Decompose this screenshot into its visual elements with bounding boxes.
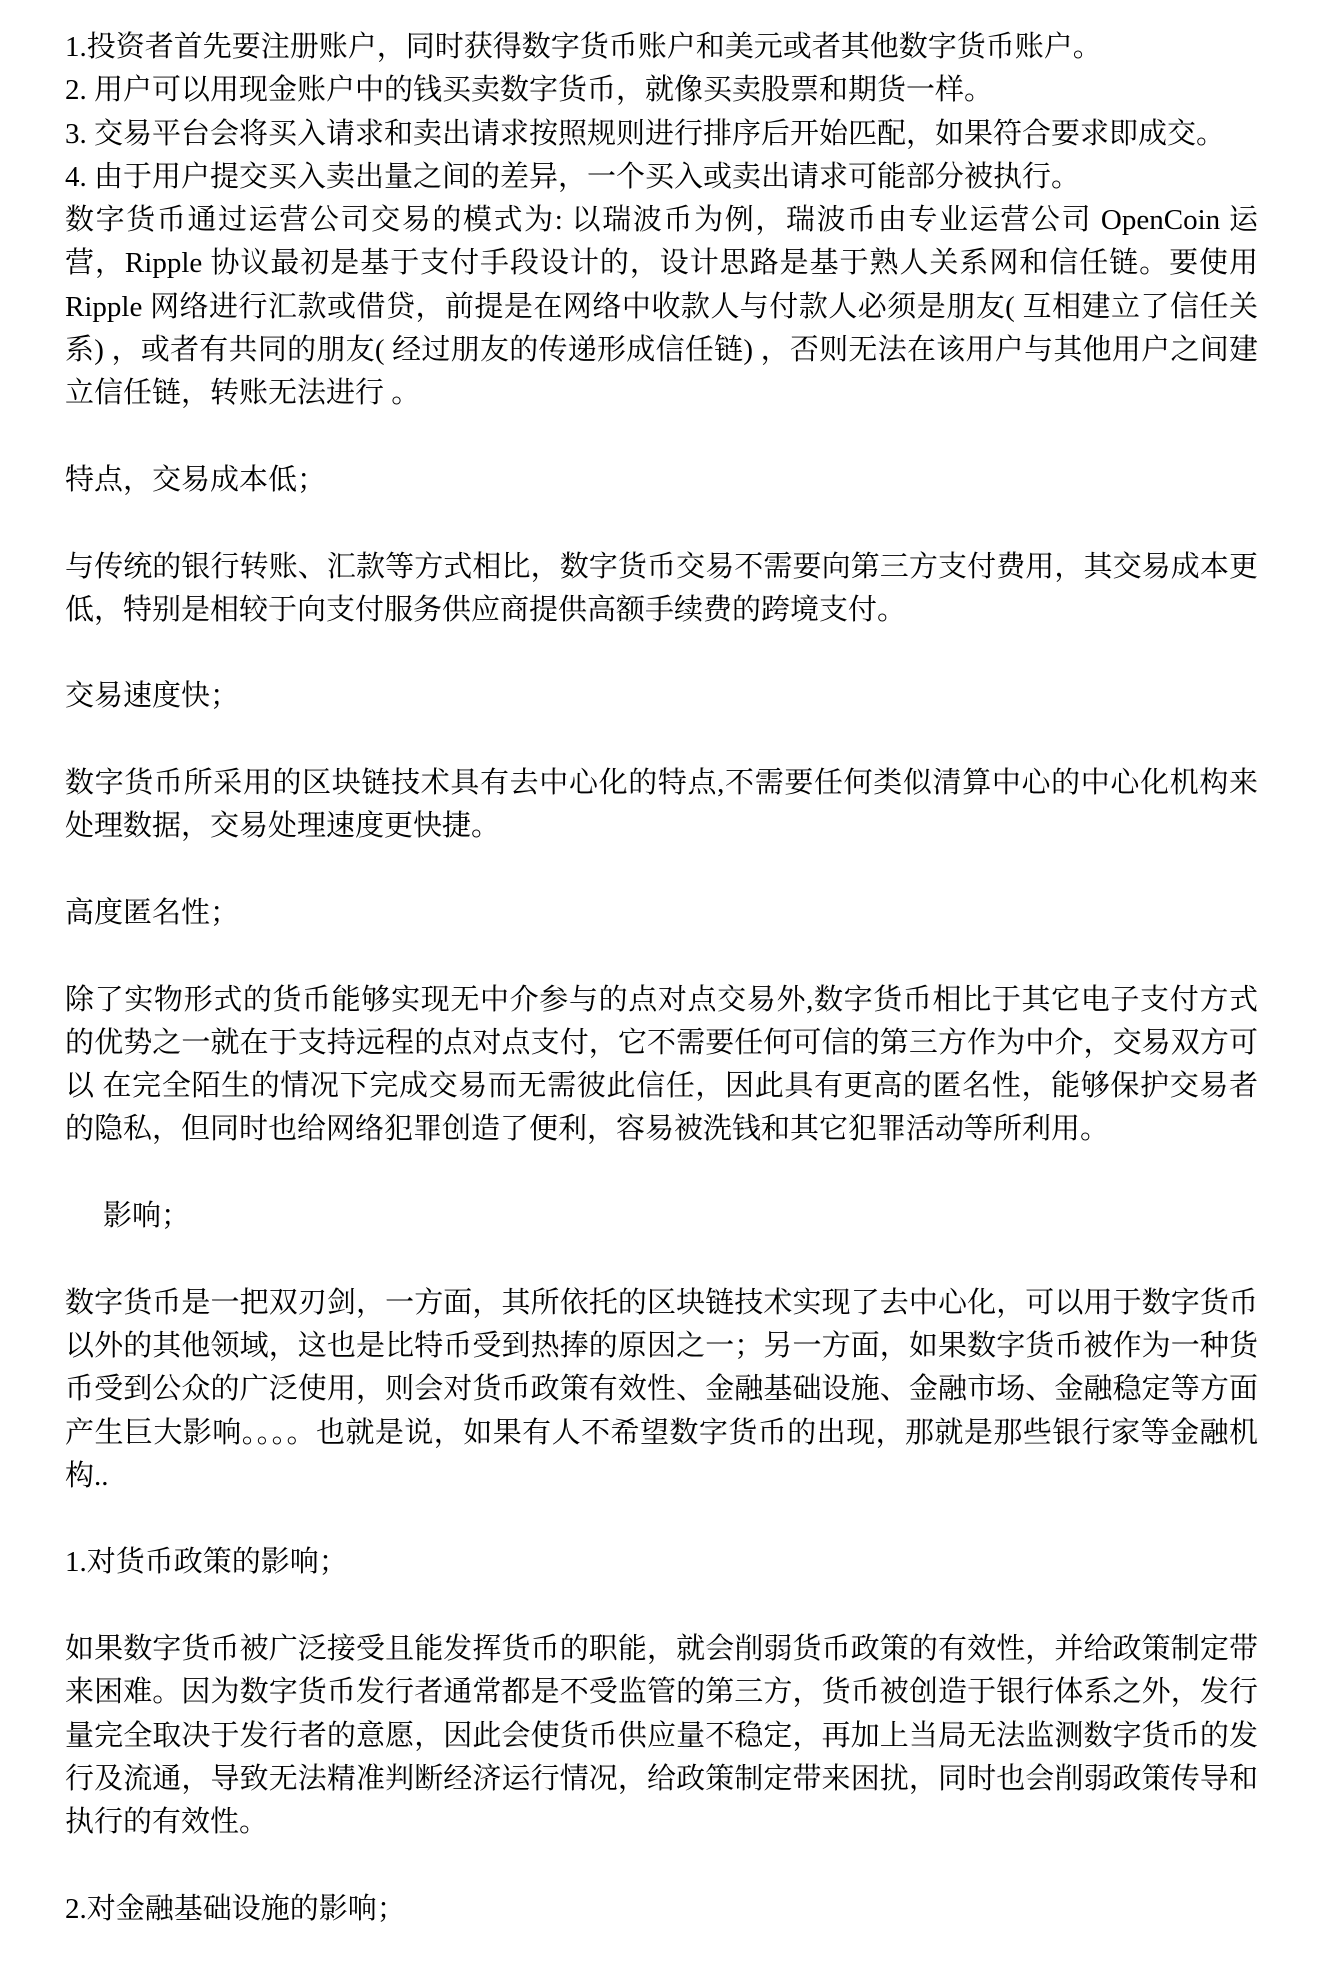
blank-line	[65, 1844, 1258, 1887]
paragraph: 交易速度快；	[65, 680, 240, 713]
paragraph: 2. 用户可以用现金账户中的钱买卖数字货币，就像买卖股票和期货一样。	[65, 74, 994, 107]
paragraph: 数字货币是一把双刃剑，一方面，其所依托的区块链技术实现了去中心化，可以用于数字货币以外的其他领域，这也是比特币受到热捧的原因之一；另一方面，如果数字货币被作为一种货币受到公众的广泛使用，则会对货币政策有效性、金融基础设施、金融市场、金融稳定等方面产生巨大影响。。。。也就是说，如果有人不希望数字货币的出现，那就是那些银行家等金融机构..	[65, 1286, 1258, 1492]
paragraph: 与传统的银行转账、汇款等方式相比，数字货币交易不需要向第三方支付费用，其交易成本更低，特别是相较于向支付服务供应商提供高额手续费的跨境支付。	[65, 550, 1258, 626]
paragraph: 如果数字货币被广泛接受且能发挥货币的职能，就会削弱货币政策的有效性，并给政策制定带来困难。因为数字货币发行者通常都是不受监管的第三方，货币被创造于银行体系之外，发行量完全取决于发行者的意愿，因此会使货币供应量不稳定，再加上当局无法监测数字货币的发行及流通，导致无法精准判断经济运行情况，给政策制定带来困扰，同时也会削弱政策传导和执行的有效性。	[65, 1632, 1258, 1839]
blank-line	[65, 719, 1258, 762]
blank-line	[65, 632, 1258, 675]
blank-line	[65, 849, 1258, 892]
paragraph: 除了实物形式的货币能够实现无中介参与的点对点交易外,数字货币相比于其它电子支付方式的优势之一就在于支持远程的点对点支付，它不需要任何可信的第三方作为中介，交易双方可以 在完全陌生的情况下完成交易而无需彼此信任，因此具有更高的匿名性，能够保护交易者的隐私，但同时也给网络犯罪创造了便利，容易被洗钱和其它犯罪活动等所利用。	[65, 983, 1258, 1146]
paragraph: 数字货币通过运营公司交易的模式为: 以瑞波币为例，瑞波币由专业运营公司 OpenCoin 运营，Ripple 协议最初是基于支付手段设计的，设计思路是基于熟人关系网和信任链。要使用 Ripple 网络进行汇款或借贷，前提是在网络中收款人与付款人必须是朋友( 互相建立了信任关系) ，或者有共同的朋友( 经过朋友的传递形成信任链) ，否则无法在该用户与其他用户之间建立信任链，转账无法进行 。	[65, 204, 1258, 410]
paragraph: 4. 由于用户提交买入卖出量之间的差异，一个买入或卖出请求可能部分被执行。	[65, 160, 1081, 193]
paragraph: 高度匿名性；	[65, 896, 240, 929]
blank-line	[65, 1238, 1258, 1281]
paragraph: 1.对货币政策的影响；	[65, 1546, 348, 1579]
document-body	[65, 26, 1258, 1931]
blank-line	[65, 1498, 1258, 1541]
paragraph: 3. 交易平台会将买入请求和卖出请求按照规则进行排序后开始匹配，如果符合要求即成交。	[65, 117, 1226, 150]
paragraph: 数字货币所采用的区块链技术具有去中心化的特点,不需要任何类似清算中心的中心化机构来处理数据，交易处理速度更快捷。	[65, 767, 1258, 843]
blank-line	[65, 502, 1258, 545]
paragraph: 特点，交易成本低；	[65, 463, 327, 496]
blank-line	[65, 1585, 1258, 1628]
blank-line	[65, 416, 1258, 459]
paragraph: 2.对金融基础设施的影响；	[65, 1892, 406, 1925]
paragraph: 1.投资者首先要注册账户，同时获得数字货币账户和美元或者其他数字货币账户。	[65, 31, 1102, 63]
blank-line	[65, 935, 1258, 978]
blank-line	[65, 1152, 1258, 1195]
paragraph: 影响；	[103, 1200, 191, 1233]
